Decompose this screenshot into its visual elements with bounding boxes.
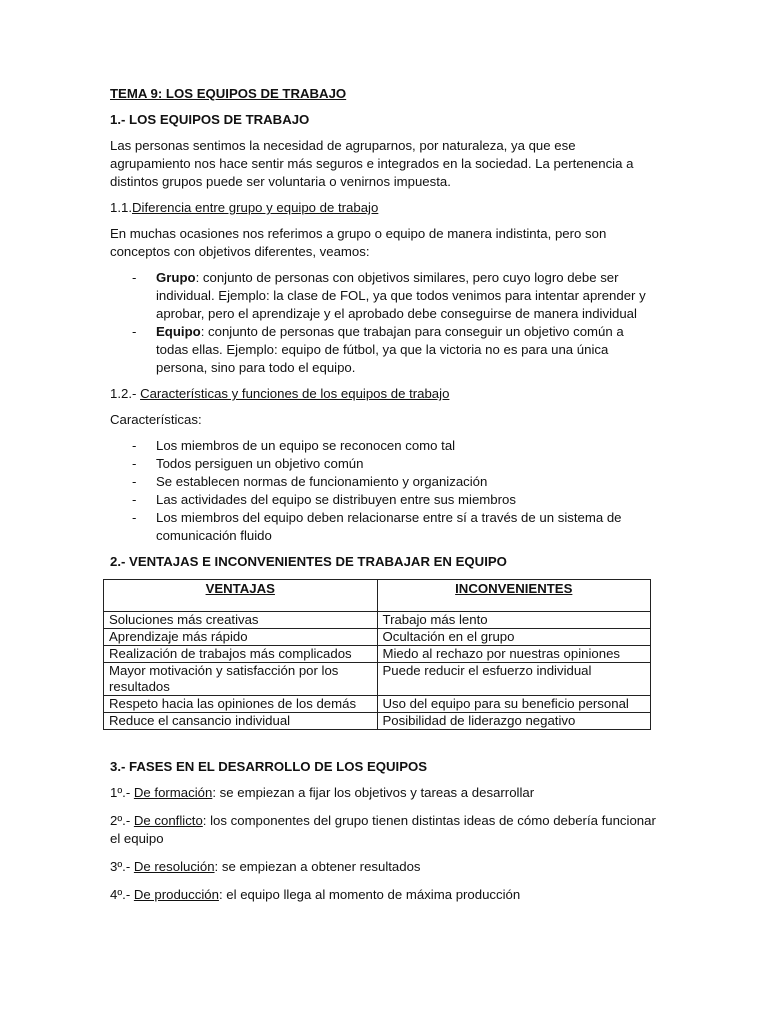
table-cell: Reduce el cansancio individual: [104, 713, 378, 730]
subsection-number: 1.2.-: [110, 386, 137, 401]
table-cell: Uso del equipo para su beneficio personal: [377, 696, 651, 713]
definition-text: : conjunto de personas con objetivos similares, pero cuyo logro debe ser individual. Ejemplo: la clase de FOL, ya que todos venimos para intentar aprender y aprobar, pero el aprendizaje y el aprobado debe conseguirse de manera individual: [156, 270, 646, 321]
phase-text: : se empiezan a fijar los objetivos y tareas a desarrollar: [212, 785, 535, 800]
table-row: [104, 646, 651, 663]
phase-name: De conflicto: [133, 813, 203, 828]
phase-item: [110, 858, 656, 876]
subsection-1-1-heading: [110, 199, 656, 217]
phase-name: De resolución: [133, 859, 215, 874]
phase-name: De formación: [133, 785, 213, 800]
section-2-heading: 2.- VENTAJAS E INCONVENIENTES DE TRABAJAR EN EQUIPO: [110, 554, 507, 569]
table-cell: Respeto hacia las opiniones de los demás: [104, 696, 378, 713]
definition-term: Equipo: [156, 324, 201, 339]
phase-number: 3º.-: [110, 859, 131, 874]
table-row: [104, 713, 651, 730]
phase-number: 4º.-: [110, 887, 131, 902]
subsection-number: 1.1.: [110, 200, 132, 215]
phase-text: : los componentes del grupo tienen distintas ideas de cómo debería funcionar el equipo: [110, 813, 656, 846]
table-cell: Miedo al rechazo por nuestras opiniones: [377, 646, 651, 663]
list-item: [156, 269, 656, 323]
document-title: TEMA 9: LOS EQUIPOS DE TRABAJO: [110, 86, 347, 101]
list-item: - Las actividades del equipo se distribuyen entre sus miembros: [156, 491, 656, 509]
phase-item: [110, 784, 656, 802]
phase-item: [110, 886, 656, 904]
subsection-title: Características y funciones de los equipos de trabajo: [140, 386, 450, 401]
column-header-inconvenientes: INCONVENIENTES: [377, 580, 651, 612]
list-item: - Se establecen normas de funcionamiento y organización: [156, 473, 656, 491]
definition-term: Grupo: [156, 270, 196, 285]
list-item: - Los miembros de un equipo se reconocen como tal: [156, 437, 656, 455]
section-3-heading: 3.- FASES EN EL DESARROLLO DE LOS EQUIPOS: [110, 759, 428, 774]
phase-number: 2º.-: [110, 813, 131, 828]
table-cell: Posibilidad de liderazgo negativo: [377, 713, 651, 730]
table-cell: Aprendizaje más rápido: [104, 629, 378, 646]
definition-list: [110, 269, 656, 377]
table-cell: Trabajo más lento: [377, 612, 651, 629]
phase-item: [110, 812, 656, 848]
phase-text: : el equipo llega al momento de máxima producción: [218, 887, 521, 902]
table-cell: Soluciones más creativas: [104, 612, 378, 629]
characteristics-list: [110, 437, 656, 545]
characteristics-label: Características:: [110, 412, 202, 427]
list-item: - Todos persiguen un objetivo común: [156, 455, 656, 473]
table-row: [104, 612, 651, 629]
section-1-heading: 1.- LOS EQUIPOS DE TRABAJO: [110, 112, 310, 127]
list-item: [156, 323, 656, 377]
table-row: [104, 663, 651, 696]
column-header-ventajas: VENTAJAS: [104, 580, 378, 612]
table-cell: Puede reducir el esfuerzo individual: [377, 663, 651, 696]
definition-text: : conjunto de personas que trabajan para conseguir un objetivo común a todas ellas. Ejemplo: equipo de fútbol, ya que la victoria no es para una única persona, sino para todo el equipo.: [156, 324, 624, 375]
subsection-1-2-heading: [110, 385, 656, 403]
subsection-title: Diferencia entre grupo y equipo de trabajo: [132, 200, 379, 215]
section-1-intro: Las personas sentimos la necesidad de agruparnos, por naturaleza, ya que ese agrupamiento nos hace sentir más seguros e integrados en la sociedad. La pertenencia a distintos grupos puede ser voluntaria o venirnos impuesta.: [110, 138, 634, 189]
table-cell: Realización de trabajos más complicados: [104, 646, 378, 663]
table-cell: Ocultación en el grupo: [377, 629, 651, 646]
table-header-row: [104, 580, 651, 612]
table-row: [104, 629, 651, 646]
phase-text: : se empiezan a obtener resultados: [214, 859, 421, 874]
table-row: [104, 696, 651, 713]
phase-number: 1º.-: [110, 785, 131, 800]
list-item: - Los miembros del equipo deben relacionarse entre sí a través de un sistema de comunicación fluido: [156, 509, 656, 545]
table-cell: Mayor motivación y satisfacción por los resultados: [104, 663, 378, 696]
subsection-1-1-intro: En muchas ocasiones nos referimos a grupo o equipo de manera indistinta, pero son conceptos con objetivos diferentes, veamos:: [110, 226, 607, 259]
advantages-table: [103, 579, 651, 730]
phase-name: De producción: [133, 887, 219, 902]
